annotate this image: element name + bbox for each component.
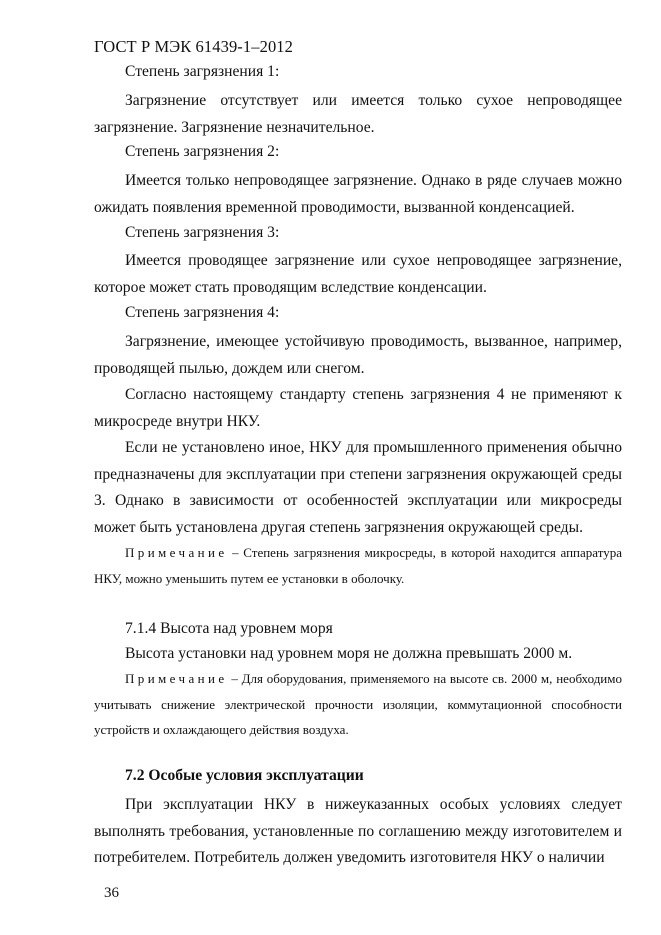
note-1 xyxy=(94,540,622,591)
degree2-label: Степень загрязнения 2: xyxy=(125,143,280,160)
section-72-title: 7.2 Особые условия эксплуатации xyxy=(125,767,364,784)
degree4-text: Загрязнение, имеющее устойчивую проводимость, вызванное, например, проводящей пылью, дождем или снегом. xyxy=(94,333,622,377)
note-2 xyxy=(94,666,622,743)
section-714-text: Высота установки над уровнем моря не должна превышать 2000 м. xyxy=(125,645,573,662)
degree1-text: Загрязнение отсутствует или имеется только сухое непроводящее загрязнение. Загрязнение незначительное. xyxy=(94,92,622,136)
section-714-title: 7.1.4 Высота над уровнем моря xyxy=(125,620,333,637)
section-72-text: При эксплуатации НКУ в нижеуказанных особых условиях следует выполнять требования, установленные по соглашению между изготовителем и потребителем. Потребитель должен уведомить изготовителя НКУ о наличии xyxy=(94,796,622,866)
para-industrial: Если не установлено иное, НКУ для промышленного применения обычно предназначены для эксплуатации при степени загрязнения окружающей среды 3. Однако в зависимости от особенностей эксплуатации или микросреды может быть установлена другая степень загрязнения окружающей среды. xyxy=(94,439,622,536)
degree4-label: Степень загрязнения 4: xyxy=(125,304,280,321)
note-1-text: – Степень загрязнения микросреды, в которой находится аппаратура НКУ, можно уменьшить путем ее установки в оболочку. xyxy=(94,545,622,586)
degree2-text: Имеется только непроводящее загрязнение. Однако в ряде случаев можно ожидать появления временной проводимости, вызванной конденсацией. xyxy=(94,172,622,216)
degree3-text: Имеется проводящее загрязнение или сухое непроводящее загрязнение, которое может стать проводящим вследствие конденсации. xyxy=(94,252,622,296)
note-2-keyword: Примечание xyxy=(125,671,228,686)
degree1-label: Степень загрязнения 1: xyxy=(125,63,280,80)
para-standard: Согласно настоящему стандарту степень загрязнения 4 не применяют к микросреде внутри НКУ. xyxy=(94,386,622,430)
page-number: 36 xyxy=(104,885,119,901)
degree3-label: Степень загрязнения 3: xyxy=(125,224,280,241)
document-header: ГОСТ Р МЭК 61439-1–2012 xyxy=(94,37,293,56)
note-2-text: – Для оборудования, применяемого на высоте св. 2000 м, необходимо учитывать снижение электрической прочности изоляции, коммутационной способности устройств и охлаждающего действия воздуха. xyxy=(94,671,622,737)
note-1-keyword: Примечание xyxy=(125,545,228,560)
